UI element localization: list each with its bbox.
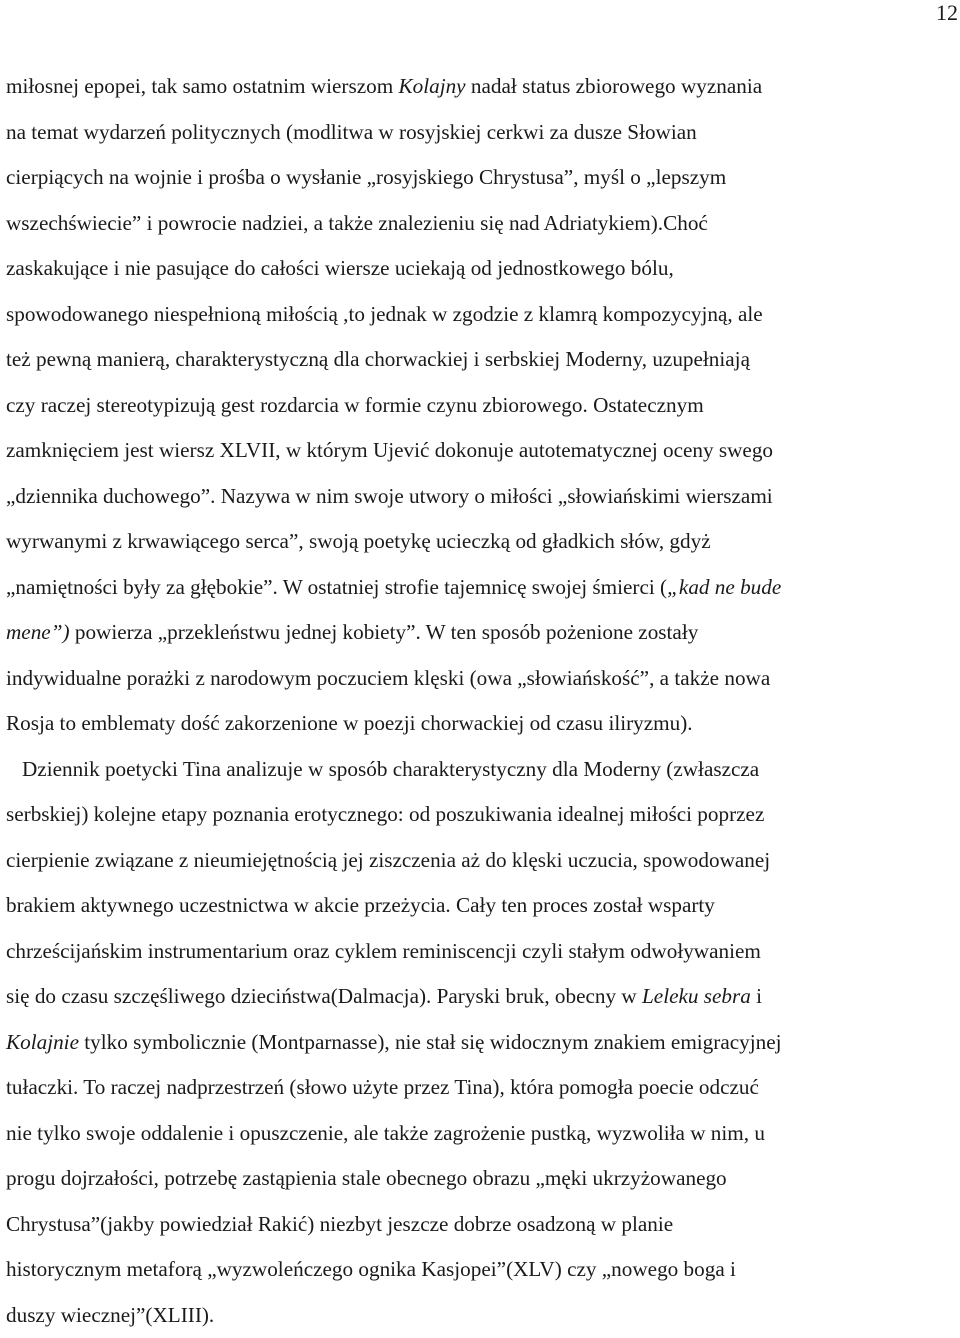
body-text <box>6 64 956 1338</box>
italic-title: Leleku sebra <box>642 984 751 1008</box>
text-line <box>6 565 956 611</box>
page-number: 12 <box>936 0 958 26</box>
text-run: wyrwanymi z krwawiącego serca”, swoją poetykę ucieczką od gładkich słów, gdyż <box>6 529 711 553</box>
text-line <box>6 1111 956 1157</box>
text-line <box>6 474 956 520</box>
italic-title: mene”) <box>6 620 70 644</box>
text-line <box>6 64 956 110</box>
italic-title: Kolajnie <box>6 1030 79 1054</box>
text-line <box>6 974 956 1020</box>
text-line <box>6 1020 956 1066</box>
text-line <box>6 656 956 702</box>
text-line <box>6 1065 956 1111</box>
text-line <box>6 383 956 429</box>
text-line <box>6 1293 956 1338</box>
text-run: indywidualne porażki z narodowym poczuciem klęski (owa „słowiańskość”, a także nowa <box>6 666 770 690</box>
italic-title: „kad ne bude <box>667 575 781 599</box>
text-run: „namiętności były za głębokie”. W ostatniej strofie tajemnicę swojej śmierci ( <box>6 575 667 599</box>
text-run: na temat wydarzeń politycznych (modlitwa w rosyjskiej cerkwi za dusze Słowian <box>6 120 697 144</box>
text-line <box>6 747 956 793</box>
text-line <box>6 201 956 247</box>
text-line <box>6 246 956 292</box>
text-run: się do czasu szczęśliwego dzieciństwa(Dalmacja). Paryski bruk, obecny w <box>6 984 642 1008</box>
text-line <box>6 110 956 156</box>
text-run: historycznym metaforą „wyzwoleńczego ognika Kasjopei”(XLV) czy „nowego boga i <box>6 1257 736 1281</box>
text-line <box>6 610 956 656</box>
text-line <box>6 428 956 474</box>
text-line <box>6 883 956 929</box>
text-line <box>6 929 956 975</box>
text-run: tułaczki. To raczej nadprzestrzeń (słowo użyte przez Tina), która pomogła poecie odczuć <box>6 1075 759 1099</box>
text-run: Dziennik poetycki Tina analizuje w sposób charakterystyczny dla Moderny (zwłaszcza <box>22 757 759 781</box>
text-run: chrześcijańskim instrumentarium oraz cyklem reminiscencji czyli stałym odwoływaniem <box>6 939 761 963</box>
text-line <box>6 519 956 565</box>
text-run: cierpiących na wojnie i prośba o wysłanie „rosyjskiego Chrystusa”, myśl o „lepszym <box>6 165 726 189</box>
text-line <box>6 838 956 884</box>
text-run: Chrystusa”(jakby powiedział Rakić) niezbyt jeszcze dobrze osadzoną w planie <box>6 1212 673 1236</box>
text-run: tylko symbolicznie (Montparnasse), nie stał się widocznym znakiem emigracyjnej <box>79 1030 782 1054</box>
text-line <box>6 701 956 747</box>
text-line <box>6 1247 956 1293</box>
text-run: czy raczej stereotypizują gest rozdarcia w formie czynu zbiorowego. Ostatecznym <box>6 393 704 417</box>
text-line <box>6 1202 956 1248</box>
text-run: nie tylko swoje oddalenie i opuszczenie, ale także zagrożenie pustką, wyzwoliła w nim, u <box>6 1121 765 1145</box>
text-line <box>6 292 956 338</box>
text-run: zaskakujące i nie pasujące do całości wiersze uciekają od jednostkowego bólu, <box>6 256 674 280</box>
text-run: progu dojrzałości, potrzebę zastąpienia stale obecnego obrazu „męki ukrzyżowanego <box>6 1166 727 1190</box>
text-run: cierpienie związane z nieumiejętnością jej ziszczenia aż do klęski uczucia, spowodowanej <box>6 848 770 872</box>
text-run: zamknięciem jest wiersz XLVII, w którym Ujević dokonuje autotematycznej oceny swego <box>6 438 773 462</box>
text-run: powierza „przekleństwu jednej kobiety”. W ten sposób pożenione zostały <box>70 620 699 644</box>
text-line <box>6 337 956 383</box>
text-line <box>6 1156 956 1202</box>
text-run: Rosja to emblematy dość zakorzenione w poezji chorwackiej od czasu iliryzmu). <box>6 711 693 735</box>
text-run: duszy wiecznej”(XLIII). <box>6 1303 214 1327</box>
text-run: brakiem aktywnego uczestnictwa w akcie przeżycia. Cały ten proces został wsparty <box>6 893 715 917</box>
text-run: też pewną manierą, charakterystyczną dla chorwackiej i serbskiej Moderny, uzupełniają <box>6 347 750 371</box>
text-line <box>6 155 956 201</box>
text-run: spowodowanego niespełnioną miłością ,to jednak w zgodzie z klamrą kompozycyjną, ale <box>6 302 763 326</box>
text-run: wszechświecie” i powrocie nadziei, a także znalezieniu się nad Adriatykiem).Choć <box>6 211 708 235</box>
text-run: serbskiej) kolejne etapy poznania erotycznego: od poszukiwania idealnej miłości poprzez <box>6 802 764 826</box>
text-run: miłosnej epopei, tak samo ostatnim wierszom <box>6 74 399 98</box>
italic-title: Kolajny <box>399 74 466 98</box>
text-run: nadał status zbiorowego wyznania <box>466 74 763 98</box>
text-line <box>6 792 956 838</box>
text-run: „dziennika duchowego”. Nazywa w nim swoje utwory o miłości „słowiańskimi wierszami <box>6 484 773 508</box>
text-run: i <box>751 984 762 1008</box>
